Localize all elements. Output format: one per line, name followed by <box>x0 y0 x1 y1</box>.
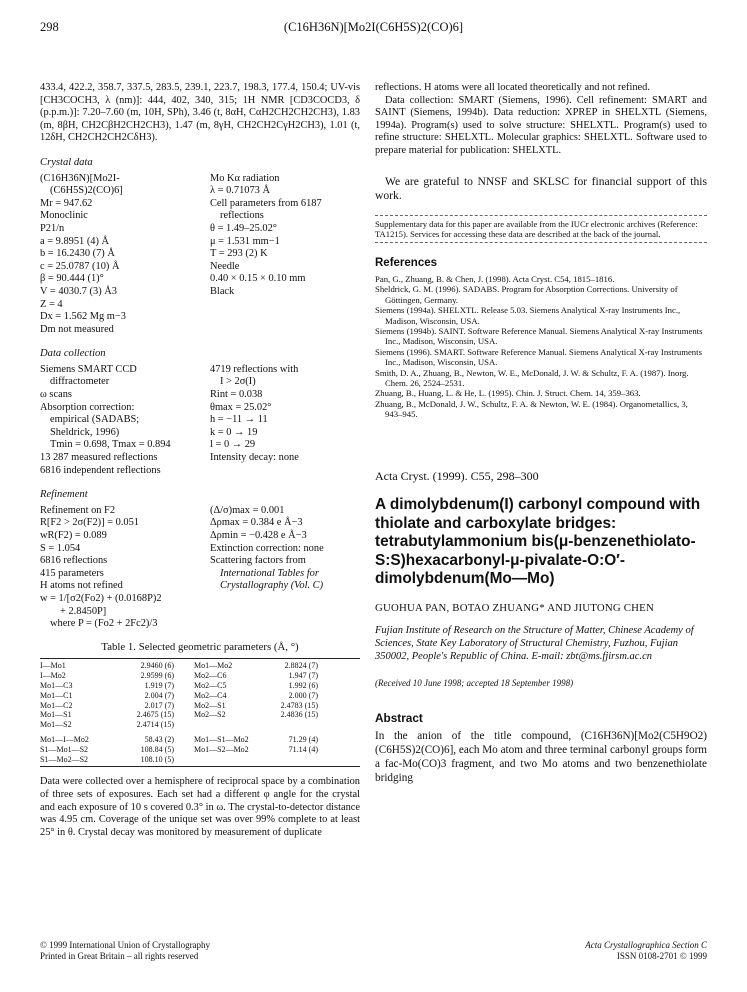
crystal-left-line: b = 16.2430 (7) Å <box>40 248 115 260</box>
table-caption: Table 1. Selected geometric parameters (Å, °) <box>101 640 299 653</box>
crystal-left-line: (C16H36N)[Mo2I- <box>40 172 120 184</box>
angle-label: Mo1—S2—Mo2 <box>194 744 249 754</box>
refinement-right-line: (Δ/σ)max = 0.001 <box>210 504 285 516</box>
collection-left-line: empirical (SADABS; <box>50 414 140 426</box>
reference-item: Siemens (1994a). SHELXTL. Release 5.03. Siemens Analytical X-ray Instruments Inc., Madison, Wisconsin, USA. <box>375 305 681 326</box>
reference-item: Zhuang, B., Huang, L. & He, L. (1995). Chin. J. Struct. Chem. 14, 359–363. <box>375 388 641 399</box>
refinement-right-line: Δρmax = 0.384 e Å−3 <box>210 517 303 529</box>
continuation-paragraph: reflections. H atoms were all located theoretically and not refined. <box>375 82 650 93</box>
collection-right-line: l = 0 → 29 <box>210 439 256 451</box>
angle-value: 58.43 (2) <box>144 734 174 744</box>
refinement-left-line: S = 1.054 <box>40 542 81 554</box>
crystal-right-line: θ = 1.49–25.02° <box>210 222 277 234</box>
crystal-right-line: reflections <box>220 210 264 222</box>
bond-value: 2.8824 (7) <box>284 661 318 671</box>
collection-left-line: Sheldrick, 1996) <box>50 426 120 438</box>
angle-value: 71.29 (4) <box>288 734 318 744</box>
journal-line: Acta Crystallographica Section C <box>585 940 707 950</box>
bond-label: Mo1—S2 <box>40 720 72 730</box>
collection-right-line: 4719 reflections with <box>210 363 299 375</box>
reference-item: Siemens (1994b). SAINT. Software Reference Manual. Siemens Analytical X-ray Instruments Inc., Madison, Wisconsin, USA. <box>375 326 703 347</box>
bond-value: 2.4675 (15) <box>136 710 174 720</box>
bond-value: 2.004 (7) <box>144 690 174 700</box>
bond-value: 2.000 (7) <box>288 690 318 700</box>
collection-left-line: 13 287 measured reflections <box>40 452 158 464</box>
abstract-heading: Abstract <box>375 710 423 725</box>
crystal-left-line: (C6H5S)2(CO)6] <box>50 185 123 197</box>
data-collection-block <box>40 364 360 477</box>
crystal-left-line: Dm not measured <box>40 323 114 335</box>
copyright-line: © 1999 International Union of Crystallography <box>40 940 211 950</box>
refinement-right-line: Scattering factors from <box>210 555 306 567</box>
bond-value: 2.9599 (6) <box>140 671 174 681</box>
table-row <box>40 701 360 711</box>
supplementary-note: Supplementary data for this paper are available from the IUCr electronic archives (Reference: TA1215). Services for accessing these data are described at the back of the journal. <box>375 215 707 244</box>
collection-left-line: Tmin = 0.698, Tmax = 0.894 <box>50 439 171 451</box>
angle-label: S1—Mo1—S2 <box>40 744 89 754</box>
refinement-right-line: Crystallography (Vol. C) <box>220 580 324 592</box>
crystal-right-line: μ = 1.531 mm−1 <box>210 235 280 247</box>
crystal-right-line: Cell parameters from 6187 <box>210 197 322 209</box>
crystal-left-line: c = 25.0787 (10) Å <box>40 260 120 272</box>
refinement-left-line: wR(F2) = 0.089 <box>40 530 107 541</box>
refinement-heading: Refinement <box>40 489 88 501</box>
bond-label: Mo2—S1 <box>194 700 226 710</box>
data-collection-paragraph: Data were collected over a hemisphere of reciprocal space by a combination of three sets of exposures. Each set had a different φ angle for the crystal and each exposure of 10 s covered 0.3° in ω. The crystal-to-detector distance was 4.95 cm. Coverage of the unique set was over 99% complete to at least 25° in θ. Crystal decay was monitored by measurement of duplicate <box>40 776 360 838</box>
table-row <box>40 755 360 765</box>
acknowledgement: We are grateful to NNSF and SKLSC for financial support of this work. <box>375 174 707 202</box>
table-row <box>40 710 360 720</box>
crystal-right-line: λ = 0.71073 Å <box>210 185 270 197</box>
reference-item: Siemens (1996). SMART. Software Reference Manual. Siemens Analytical X-ray Instruments Inc., Madison, Wisconsin, USA. <box>375 346 702 368</box>
bond-value: 1.992 (6) <box>288 680 318 690</box>
table-row <box>40 671 360 681</box>
refinement-left-line: R[F2 > 2σ(F2)] = 0.051 <box>40 517 140 529</box>
left-column <box>40 82 360 839</box>
bond-value: 1.919 (7) <box>144 680 174 690</box>
table-row <box>40 661 360 671</box>
bond-label: Mo2—C6 <box>194 671 227 681</box>
article-title: A dimolybdenum(I) carbonyl compound with thiolate and carboxylate bridges: tetrabutylammonium bis(μ-benzenethiolato-S:S)hexacarbonyl-μ-pivalate-O:O′-dimolybdenum(Mo—Mo) <box>375 496 701 588</box>
programs-paragraph: Data collection: SMART (Siemens, 1996). Cell refinement: SMART and SAINT (Siemens, 1994b). Data reduction: XPREP in SHELXTL (Siemens, 1994a). Program(s) used to solve structure: SHELXTL. Program(s) used to refine structure: SHELXTL. Molecular graphics: SHELXTL. Software used to prepare material for publication: SHELXTL. <box>375 94 707 156</box>
crystal-right-line: Needle <box>210 260 240 272</box>
page-number: 298 <box>40 20 59 34</box>
refinement-left-line: H atoms not refined <box>40 580 123 592</box>
angle-label: Mo1—I—Mo2 <box>40 734 89 744</box>
bond-value: 2.9460 (6) <box>140 661 174 671</box>
refinement-right-line: Extinction correction: none <box>210 542 324 554</box>
crystal-left-line: Dx = 1.562 Mg m−3 <box>40 311 126 323</box>
reference-item: Smith, D. A., Zhuang, B., Newton, W. E., McDonald, J. W. & Schultz, F. A. (1987). Inorg. Chem. 26, 2524–2531. <box>375 367 689 389</box>
footer-left <box>40 940 210 962</box>
bond-label: Mo2—S2 <box>194 710 226 720</box>
bond-label: Mo1—C3 <box>40 680 73 690</box>
printed-line: Printed in Great Britain – all rights reserved <box>40 951 199 961</box>
bond-value: 1.947 (7) <box>288 671 318 681</box>
bond-value: 2.4714 (15) <box>136 720 174 730</box>
refinement-left-line: Refinement on F2 <box>40 504 116 516</box>
table-row <box>40 691 360 701</box>
crystal-left-line: Monoclinic <box>40 210 88 222</box>
refinement-right-line: Δρmin = −0.428 e Å−3 <box>210 530 307 541</box>
article-citation: Acta Cryst. (1999). C55, 298–300 <box>375 468 539 483</box>
crystal-data-heading: Crystal data <box>40 156 93 168</box>
angle-value: 108.84 (5) <box>140 744 174 754</box>
crystal-left-line: Mr = 947.62 <box>40 197 93 209</box>
bond-label: Mo1—C1 <box>40 690 73 700</box>
collection-left-line: Siemens SMART CCD <box>40 363 137 375</box>
right-column <box>375 82 707 785</box>
refinement-left-line: + 2.8450P] <box>60 605 107 617</box>
collection-left-line: 6816 independent reflections <box>40 464 161 476</box>
reference-item: Sheldrick, G. M. (1996). SADABS. Program for Absorption Corrections. University of Göttingen, Germany. <box>375 284 678 305</box>
bond-label: I—Mo2 <box>40 671 66 681</box>
geometric-parameters-table <box>40 658 360 767</box>
refinement-right-line: International Tables for <box>220 567 319 579</box>
table-row <box>40 735 360 745</box>
bond-value: 2.4783 (15) <box>280 700 318 710</box>
collection-right-line: Rint = 0.038 <box>210 389 263 401</box>
author-affiliation: Fujian Institute of Research on the Structure of Matter, Chinese Academy of Sciences, State Key Laboratory of Structural Chemistry, Fuzhou, Fujian 350002, People's Republic of China. E-mail: zbt@ms.fjirsm.ac.cn <box>375 625 694 663</box>
footer-right <box>585 940 707 962</box>
crystal-left-line: V = 4030.7 (3) Å3 <box>40 285 117 297</box>
reference-item: Zhuang, B., McDonald, J. W., Schultz, F. A. & Newton, W. E. (1984). Organometallics, 3, 943–945. <box>375 398 688 420</box>
table-row <box>40 720 360 730</box>
refinement-left-line: 6816 reflections <box>40 555 108 567</box>
crystal-left-line: Z = 4 <box>40 298 63 310</box>
running-title: (C16H36N)[Mo2I(C6H5S)2(CO)6] <box>283 20 464 34</box>
angle-value: 108.10 (5) <box>140 754 174 764</box>
collection-left-line: Absorption correction: <box>40 401 135 413</box>
table-row <box>40 745 360 755</box>
page-header <box>40 20 707 40</box>
crystal-right-line: 0.40 × 0.15 × 0.10 mm <box>210 273 306 285</box>
bond-label: Mo1—C2 <box>40 700 73 710</box>
crystal-right-line: T = 293 (2) K <box>210 248 268 260</box>
bond-label: I—Mo1 <box>40 661 66 671</box>
angle-label: S1—Mo2—S2 <box>40 754 89 764</box>
bond-label: Mo2—C4 <box>194 690 227 700</box>
received-dates: (Received 10 June 1998; accepted 18 September 1998) <box>375 678 574 689</box>
reference-list <box>375 274 707 420</box>
data-collection-heading: Data collection <box>40 348 106 360</box>
collection-right-line: I > 2σ(I) <box>220 376 256 388</box>
angle-value: 71.14 (4) <box>288 744 318 754</box>
angle-label: Mo1—S1—Mo2 <box>194 734 249 744</box>
bond-value: 2.017 (7) <box>144 700 174 710</box>
reference-item: Pan, G., Zhuang, B. & Chen, J. (1998). Acta Cryst. C54, 1815–1816. <box>375 273 615 284</box>
refinement-left-line: 415 parameters <box>40 567 104 579</box>
crystal-left-line: P21/n <box>40 222 65 234</box>
crystal-left-line: β = 90.444 (1)° <box>40 273 104 285</box>
bond-label: Mo2—C5 <box>194 680 227 690</box>
crystal-right-line: Black <box>210 285 235 297</box>
references-heading: References <box>375 257 438 270</box>
collection-right-line: Intensity decay: none <box>210 452 299 464</box>
bond-value: 2.4836 (15) <box>280 710 318 720</box>
collection-right-line: θmax = 25.02° <box>210 401 272 413</box>
table-row <box>40 681 360 691</box>
issn-line: ISSN 0108-2701 © 1999 <box>616 951 707 961</box>
collection-right-line: h = −11 → 11 <box>210 414 268 426</box>
refinement-left-line: w = 1/[σ2(Fo2) + (0.0168P)2 <box>40 592 162 604</box>
bond-label: Mo1—Mo2 <box>194 661 233 671</box>
refinement-left-line: where P = (Fo2 + 2Fc2)/3 <box>50 618 158 630</box>
crystal-left-line: a = 9.8951 (4) Å <box>40 235 110 247</box>
refinement-block <box>40 505 360 631</box>
crystal-right-line: Mo Kα radiation <box>210 172 280 184</box>
abstract-text: In the anion of the title compound, (C16H36N)[Mo2(C5H9O2)(C6H5S)2(CO)6], each Mo atom and three terminal carbonyl groups form a fac-Mo(CO)3 fragment, and two Mo atoms and two benzenethiolate bridging <box>375 729 707 784</box>
bond-label: Mo1—S1 <box>40 710 72 720</box>
collection-left-line: ω scans <box>40 389 72 401</box>
crystal-data-block <box>40 173 360 337</box>
spectroscopy-paragraph: 433.4, 422.2, 358.7, 337.5, 283.5, 239.1, 223.7, 198.3, 177.4, 150.4; UV-vis [CH3COCH3, λ (nm)]: 444, 402, 340, 315; 1H NMR [CD3COCD3, δ (p.p.m.)]: 7.20–7.60 (m, 10H, SPh), 3.46 (t, 8αH, CαH2CH2CH2CH3), 1.83 (m, 8βH, CH2CβH2CH2CH3), 1.47 (m, 8γH, CH2CH2CγH2CH3), 1.01 (t, 12δH, CH2CH2CH2CδH3). <box>40 82 360 144</box>
collection-left-line: diffractometer <box>50 376 110 388</box>
article-authors: GUOHUA PAN, BOTAO ZHUANG* AND JIUTONG CHEN <box>375 601 654 614</box>
collection-right-line: k = 0 → 19 <box>210 426 258 438</box>
